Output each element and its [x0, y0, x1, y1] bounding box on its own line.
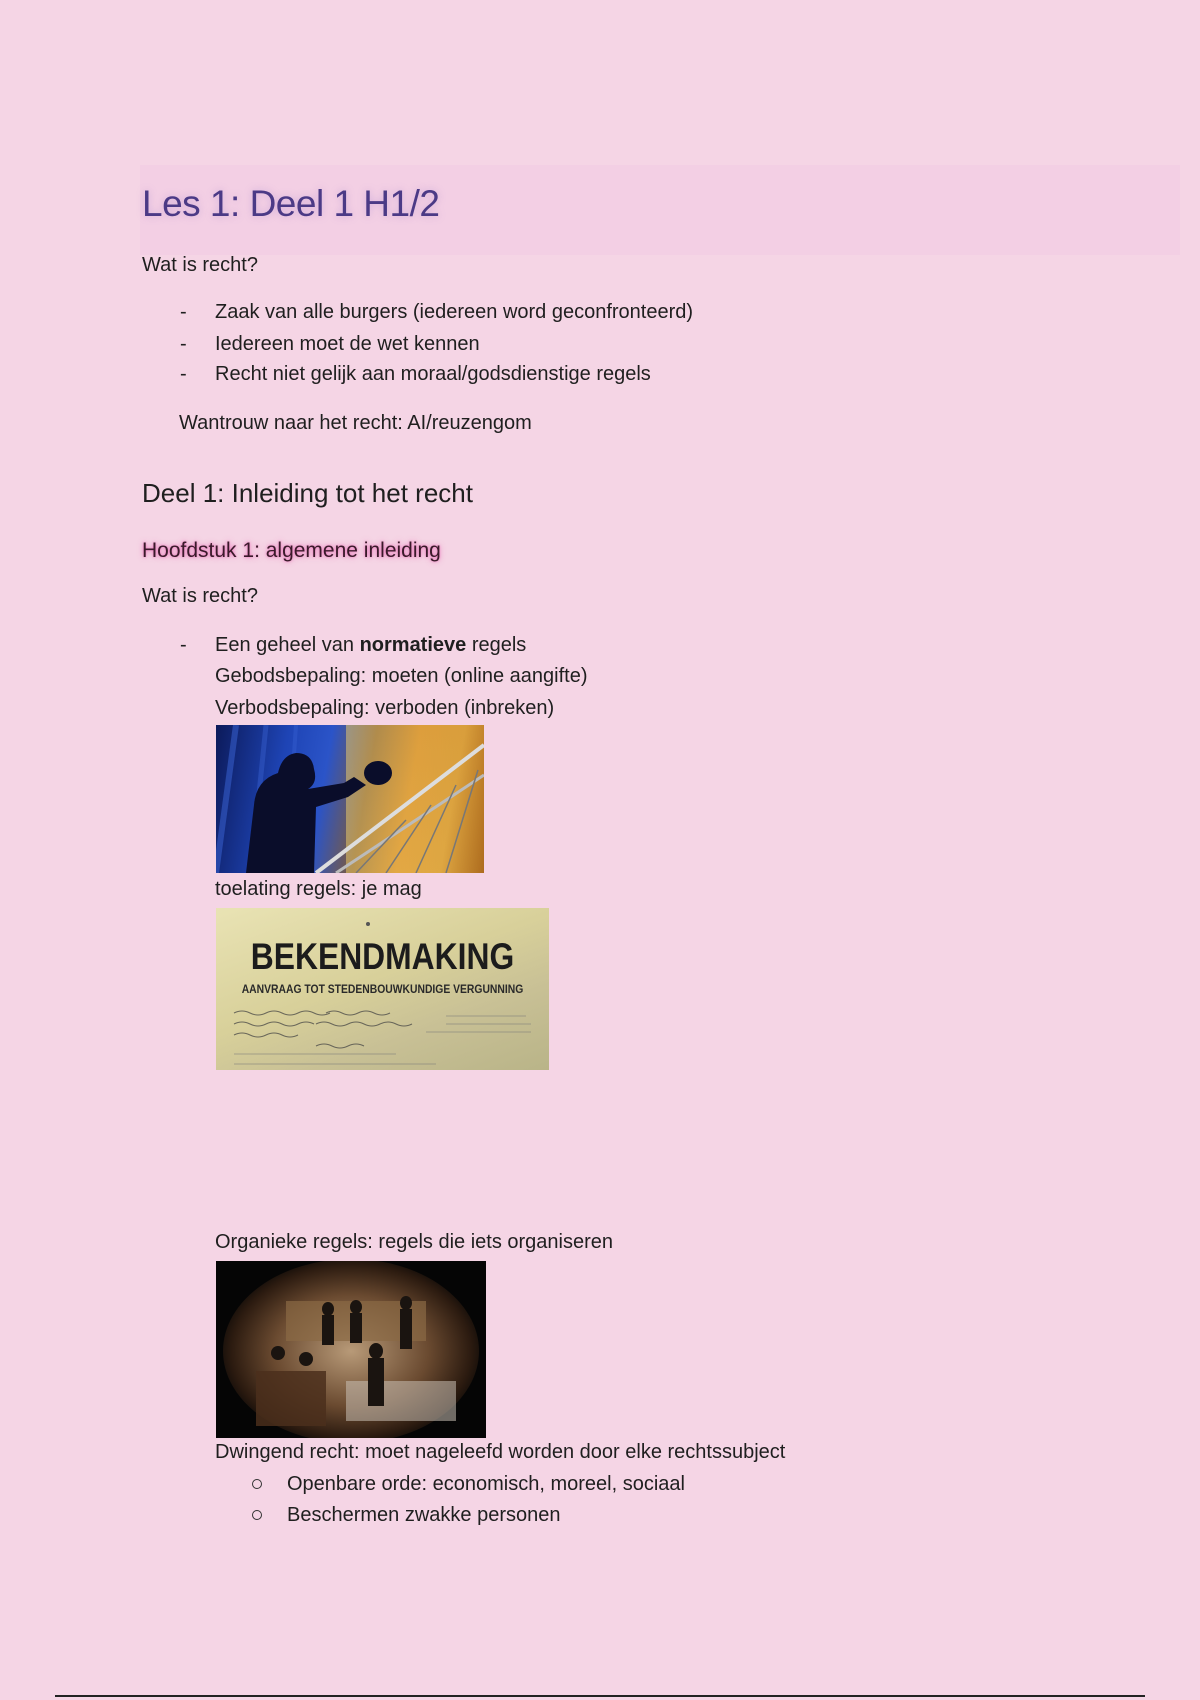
courtroom-photo [216, 1261, 486, 1438]
bullet-marker: - [180, 301, 187, 323]
bullet-marker: - [180, 333, 187, 355]
intro-question: Wat is recht? [142, 254, 258, 276]
gebod-line: Gebodsbepaling: moeten (online aangifte) [215, 665, 588, 687]
definition-suffix: regels [466, 634, 527, 656]
organiek-line: Organieke regels: regels die iets organiseren [215, 1231, 613, 1253]
part-heading: Deel 1: Inleiding tot het recht [142, 478, 473, 508]
bekendmaking-title: BEKENDMAKING [250, 936, 515, 977]
courtroom-photo-art [216, 1261, 486, 1438]
sub-bullet-2: Beschermen zwakke personen [287, 1504, 561, 1526]
dwingend-line: Dwingend recht: moet nageleefd worden door elke rechtssubject [215, 1441, 786, 1463]
bekendmaking-subtitle: AANVRAAG TOT STEDENBOUWKUNDIGE VERGUNNING [241, 984, 524, 996]
part-question: Wat is recht? [142, 585, 258, 607]
bottom-divider [55, 1695, 1145, 1697]
page-title: Les 1: Deel 1 H1/2 [142, 183, 440, 224]
toelating-line: toelating regels: je mag [215, 878, 422, 900]
verbod-line: Verbodsbepaling: verboden (inbreken) [215, 697, 555, 719]
intro-bullet-3: Recht niet gelijk aan moraal/godsdienstige regels [215, 363, 651, 385]
bekendmaking-photo [216, 908, 549, 1070]
definition-line [215, 634, 526, 657]
burglar-photo [216, 725, 484, 873]
burglar-photo-art [216, 725, 484, 873]
definition-prefix: Een geheel van [215, 634, 360, 656]
wantrouw-line: Wantrouw naar het recht: AI/reuzengom [179, 412, 532, 434]
intro-bullet-2: Iedereen moet de wet kennen [215, 333, 480, 355]
circle-bullet-icon [252, 1479, 262, 1489]
sub-bullet-1: Openbare orde: economisch, moreel, sociaal [287, 1473, 685, 1495]
chapter-heading: Hoofdstuk 1: algemene inleiding [142, 539, 441, 562]
circle-bullet-icon [252, 1510, 262, 1520]
intro-bullet-1: Zaak van alle burgers (iedereen word geconfronteerd) [215, 301, 694, 323]
bullet-marker: - [180, 363, 187, 385]
bullet-marker: - [180, 634, 187, 656]
definition-bold: normatieve [359, 634, 467, 656]
bekendmaking-scribbles [216, 908, 549, 1070]
